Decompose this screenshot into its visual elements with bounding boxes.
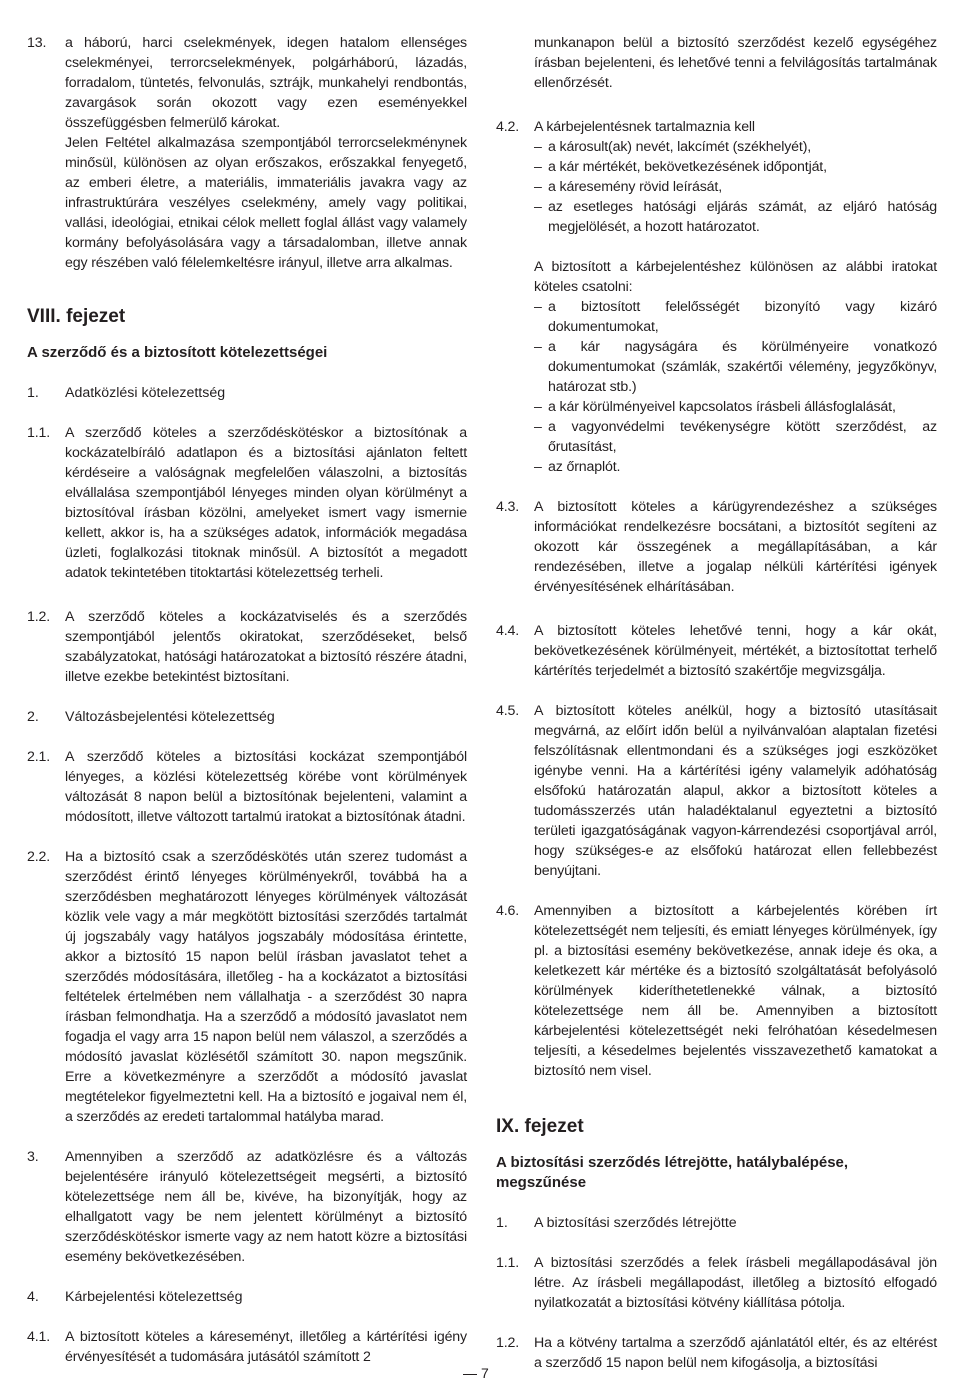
clause-number: 1.2.	[27, 609, 51, 625]
clause-4-3	[496, 497, 937, 597]
clause-1-1	[496, 1253, 937, 1313]
clause-number: 1.1.	[496, 1255, 520, 1271]
list-item: – az esetleges hatósági eljárás számát, az eljáró hatóság megjelölését, a hozott határozatot.	[534, 199, 937, 235]
clause-text: A biztosított köteles lehetővé tenni, hogy a kár okát, bekövetkezésének körülményeit, mértékét, a biztosítottat terhelő kártérítés terjedelmét a biztosító szakértője megvizsgálja.	[534, 623, 937, 679]
chapter-subtitle: A szerződő és a biztosított kötelezettségei	[27, 344, 328, 361]
list-item: – a kár körülményeivel kapcsolatos írásbeli állásfoglalását,	[534, 399, 896, 415]
list-item: – a kár mértékét, bekövetkezésének időpontját,	[534, 159, 827, 175]
bullet-list	[534, 137, 937, 237]
clause-text: Amennyiben a szerződő az adatközlésre és a változás bejelentésére irányuló kötelezettségeit megsérti, a biztosító kötelezettsége nem áll be, kivéve, ha bizonyítják, hogy az elhallgatott vagy be nem jelentett körülményt a biztosító szerződéskötéskor ismerte vagy az nem hatott közre a biztosítási esemény bekövetkezésében.	[65, 1149, 467, 1265]
list-item: – a káresemény rövid leírását,	[534, 179, 723, 195]
clause-13	[27, 33, 467, 273]
section-title: Változásbejelentési kötelezettség	[65, 709, 275, 725]
page-number-text: 7	[481, 1365, 489, 1381]
clause-1-1	[27, 423, 467, 583]
clause-number: 2.1.	[27, 749, 51, 765]
clause-2-2	[27, 847, 467, 1127]
clause-text: A szerződő köteles a szerződéskötéskor a biztosítónak a kockázatelbíráló adatlapon és a biztosítási ajánlaton feltett kérdéseire a valóságnak megfelelően válaszolni, a biztosítás elvállalása szempontjából lényeges minden olyan körülményt a biztosítóval írásban közölni, amelyeket ismert vagy ismernie kellett, akkor is, ha a szükséges adatok, információk megadása üzleti, foglalkozási titoknak minősül. A biztosítót a megadott adatok tekintetében titoktartási kötelezettség terheli.	[65, 425, 467, 581]
clause-text: Jelen Feltétel alkalmazása szempontjából terrorcselekménynek minősül, különösen az olyan erőszakos, erőszakkal fenyegető, az emberi életre, a materiális, immateriális javakra vagy az infrastruktúrára veszélyes cselekmény, amely vagy politikai, vallási, ideológiai, etnikai célok mellett foglal állást vagy valamely kormány befolyásolására vagy a társadalomban, illetve annak egy részében való félelemkeltésre irányul, illetve arra alkalmas.	[65, 135, 467, 271]
left-column	[27, 33, 467, 1367]
list-item: – a vagyonvédelmi tevékenységre kötött szerződést, az őrutasítást,	[534, 419, 937, 455]
clause-number: 4.5.	[496, 703, 520, 719]
section-title: Adatközlési kötelezettség	[65, 385, 226, 401]
clause-3	[27, 1147, 467, 1267]
clause-text: A szerződő köteles a kockázatviselés és a szerződés szempontjából jelentős okiratokat, szerződéseket, belső szabályzatokat, hatósági határozatokat a biztosító részére átadni, illetve ezekbe betekintést biztosítani.	[65, 609, 467, 685]
clause-4-5	[496, 701, 937, 881]
clause-2-1	[27, 747, 467, 827]
section-number: 2.	[27, 709, 39, 725]
clause-4-2	[496, 117, 937, 477]
page-number	[463, 1366, 489, 1380]
section-heading	[27, 707, 467, 727]
clause-text: A biztosított köteles a káreseményt, illetőleg a kártérítési igény érvényesítését a tudomására jutásától számított 2	[65, 1329, 467, 1365]
section-number: 1.	[27, 385, 39, 401]
clause-number: 13.	[27, 35, 47, 51]
list-item: – a kár nagyságára és körülményeire vonatkozó dokumentumokat (számlák, szakértői vélemény, jegyzőkönyv, határozat stb.)	[534, 339, 937, 395]
clause-4-1-continued	[496, 33, 937, 93]
section-heading	[27, 383, 467, 403]
clause-number: 2.2.	[27, 849, 51, 865]
clause-number: 1.1.	[27, 425, 51, 441]
dash-rule	[463, 1374, 477, 1375]
clause-text: Amennyiben a biztosított a kárbejelentés körében írt kötelezettségét nem teljesíti, és emiatt lényeges körülmények, így pl. a biztosítási esemény bekövetkezése, annak ideje és oka, a keletkezett kár mértéke és a biztosító szolgáltatását befolyásoló körülmények kideríthetetlenekké válnak, a biztosító kötelezettsége nem áll be. Amennyiben a biztosított kárbejelentési kötelezettségét neki felróhatóan késedelmesen teljesíti, a késedelmes bejelentés visszavezethető kamatokat a biztosító nem visel.	[534, 903, 937, 1079]
chapter-title: IX. fejezet	[496, 1116, 584, 1137]
clause-text: A szerződő köteles a biztosítási kockázat szempontjából lényeges, a közlési kötelezettség körébe vont körülmények változását 8 napon belül a biztosítónak bejelenteni, valamint a módosított, illetve változott tartalmú iratokat a biztosítónak átadni.	[65, 749, 467, 825]
chapter-subtitle: A biztosítási szerződés létrejötte, hatálybalépése, megszűnése	[496, 1154, 849, 1191]
clause-4-1	[27, 1327, 467, 1367]
clause-number: 4.4.	[496, 623, 520, 639]
clause-1-2	[496, 1333, 937, 1373]
clause-number: 4.3.	[496, 499, 520, 515]
clause-1-2	[27, 607, 467, 687]
clause-number: 1.2.	[496, 1335, 520, 1351]
section-heading	[27, 1287, 467, 1307]
clause-number: 3.	[27, 1149, 39, 1165]
chapter-title: VIII. fejezet	[27, 306, 126, 327]
list-item: – a károsult(ak) nevét, lakcímét (székhelyét),	[534, 139, 812, 155]
clause-text: A biztosítási szerződés a felek írásbeli megállapodásával jön létre. Az írásbeli megállapodást, illetőleg a biztosító elfogadó nyilatkozatát a biztosítási kötvény kiállítása pótolja.	[534, 1255, 937, 1311]
clause-text: A biztosított a kárbejelentéshez különösen az alábbi iratokat köteles csatolni:	[534, 259, 937, 295]
clause-text: a háború, harci cselekmények, idegen hatalom ellenséges cselekményei, terrorcselekmények, polgárháború, lázadás, forradalom, tüntetés, felvonulás, sztrájk, munkahelyi rendbontás, zavargások során okozott vagy ezen eseményekkel összefüggésben felmerülő károkat.	[65, 35, 467, 131]
clause-number: 4.2.	[496, 119, 520, 135]
right-column	[496, 33, 937, 1373]
clause-text: A kárbejelentésnek tartalmaznia kell	[534, 119, 755, 135]
list-item: – a biztosított felelősségét bizonyító vagy kizáró dokumentumokat,	[534, 299, 937, 335]
section-number: 4.	[27, 1289, 39, 1305]
clause-text: Ha a biztosító csak a szerződéskötés után szerez tudomást a szerződést érintő lényeges körülményekről, továbbá ha a szerződésben meghatározott lényeges körülmények változását közlik vele vagy a már megkötött biztosítási szerződés tartalmát új jogszabály vagy hatályos jogszabály módosítása érintette, akkor a biztosító 15 napon belül írásban javaslatot tehet a szerződés módosítására, illetőleg - ha a kockázatot a biztosítási feltételek értelmében nem vállalhatja - a szerződést 30 napra írásban felmondhatja. Ha a szerződő a módosító javaslatot nem fogadja el vagy arra 15 napon belül nem válaszol, a szerződés a módosító javaslat közlésétől számított 30. napon megszűnik. Erre a következményre a szerződőt a módosító javaslat megtételekor figyelmeztetni kell. Ha a biztosító e jogaival nem él, a szerződés az eredeti tartalommal hatályba marad.	[65, 849, 467, 1125]
clause-number: 4.6.	[496, 903, 520, 919]
clause-number: 4.1.	[27, 1329, 51, 1345]
clause-4-6	[496, 901, 937, 1081]
clause-text: Ha a kötvény tartalma a szerződő ajánlatától eltér, és az eltérést a szerződő 15 napon belül nem kifogásolja, a biztosítási	[534, 1335, 937, 1371]
section-heading	[496, 1213, 937, 1233]
clause-text: A biztosított köteles anélkül, hogy a biztosító utasításait megvárná, az előírt időn belül a nyilvánvalóan alaptalan fizetési felszólításnak ellentmondani és a szükséges jogi eszközöket igénybe venni. Ha a kártérítési igény valamelyik adóhatóság elsőfokú határozatán alapul, akkor a biztosított köteles a tudomásszerzés után haladéktalanul egyeztetni a biztosító területi igazgatóságának vagyon-kárrendezési csoportjával arról, hogy szükséges-e az elsőfokú határozat ellen fellebbezést benyújtani.	[534, 703, 937, 879]
clause-4-4	[496, 621, 937, 681]
section-title: A biztosítási szerződés létrejötte	[534, 1215, 737, 1231]
list-item: – az őrnaplót.	[534, 459, 621, 475]
clause-text: munkanapon belül a biztosító szerződést kezelő egységéhez írásban bejelenteni, és lehetővé tenni a felvilágosítás tartalmának ellenőrzését.	[534, 35, 937, 91]
section-number: 1.	[496, 1215, 508, 1231]
section-title: Kárbejelentési kötelezettség	[65, 1289, 243, 1305]
clause-text: A biztosított köteles a kárügyrendezéshez a szükséges információkat rendelkezésre bocsátani, a biztosítót segíteni az okozott kár összegének a megállapításában, a kár rendezésében, illetve a jogalap nélküli kártérítési igények érvényesítésének elhárításában.	[534, 499, 937, 595]
bullet-list	[534, 297, 937, 477]
